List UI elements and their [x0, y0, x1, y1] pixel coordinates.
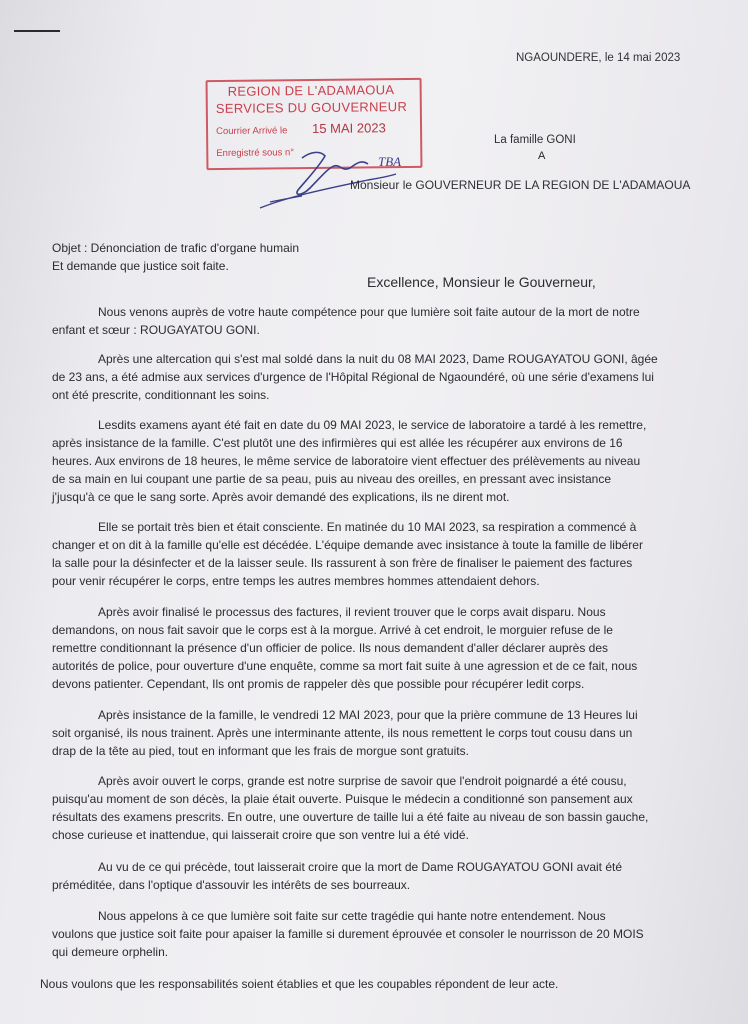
stamp-line-registered: Enregistré sous n° — [216, 147, 295, 160]
text-line: Nous venons auprès de votre haute compétence pour que lumière soit faite autour de la mort de notre — [98, 305, 640, 319]
paragraph-6 — [52, 706, 638, 760]
text-line: puisqu'au moment de son décès, la plaie était ouverte. Puisque le médecin a conditionné son pansement aux — [52, 792, 633, 806]
recipient: Monsieur le GOUVERNEUR DE LA REGION DE L'ADAMAOUA — [350, 178, 691, 192]
text-line: Nous voulons que les responsabilités soient établies et que les coupables répondent de leur acte. — [40, 977, 559, 991]
text-line: la salle pour la désinfecter et de la laisser seule. Ils rassurent à son frère de finaliser le paiement des factures — [52, 556, 633, 570]
text-line: Après avoir ouvert le corps, grande est notre surprise de savoir que l'endroit poignardé a été cousu, — [98, 774, 627, 788]
text-line: soit organisé, ils nous trainent. Après une interminante attente, ils nous remettent le corps tout cousu dans un — [52, 726, 633, 740]
text-line: résultats des examens prescrits. En outre, une ouverture de taille lui a été faite au niveau de son bassin gauche, — [52, 810, 649, 824]
text-line: autorités de police, pour ouverture d'une enquête, comme sa mort fait suite à une agression et de ce fait, nous — [52, 659, 638, 673]
text-line: Après une altercation qui s'est mal soldé dans la nuit du 08 MAI 2023, Dame ROUGAYATOU GONI, âgée — [98, 352, 658, 366]
paragraph-9 — [52, 907, 644, 961]
paragraph-3 — [52, 416, 646, 506]
text-line: de sa main en lui coupant une partie de sa peau, puis au niveau des oreilles, en pressant avec insistance — [52, 472, 612, 486]
salutation: Excellence, Monsieur le Gouverneur, — [367, 274, 596, 290]
sender-to-marker: A — [538, 150, 546, 162]
stamp-handwritten-ref: TBA — [378, 154, 402, 169]
paragraph-5 — [52, 603, 637, 693]
text-line: remettre conditionnant la présence d'un officier de police. Ils nous demandent d'aller déclarer auprès des — [52, 641, 609, 655]
text-line: de 23 ans, a été admise aux services d'urgence de l'Hôpital Régional de Ngaoundéré, où une série d'examens lui — [52, 370, 654, 384]
text-line: préméditée, dans l'optique d'assouvir les intérêts de ses bourreaux. — [52, 878, 411, 892]
text-line: demandons, on nous fait savoir que le corps est à la morgue. Arrivé à cet endroit, le morguier refuse de le — [52, 623, 613, 637]
paragraph-2 — [52, 350, 658, 404]
object-line: Et demande que justice soit faite. — [52, 259, 229, 273]
place-date: NGAOUNDERE, le 14 mai 2023 — [516, 52, 681, 64]
stamp-line-services: SERVICES DU GOUVERNEUR — [215, 99, 408, 117]
paragraph-8 — [52, 858, 622, 894]
text-line: Lesdits examens ayant été fait en date du 09 MAI 2023, le service de laboratoire a tardé à les remettre, — [98, 418, 647, 432]
header-dash — [14, 30, 60, 32]
text-line: Nous appelons à ce que lumière soit faite sur cette tragédie qui hante notre entendement. Nous — [98, 909, 606, 923]
sender: La famille GONI — [494, 134, 576, 146]
text-line: pour venir récupérer le corps, entre temps les autres membres hommes attendaient dehors. — [52, 574, 540, 588]
text-line: changer et on dit à la famille qu'elle est décédée. L'équipe demande avec insistance à toute la famille de libérer — [52, 538, 643, 552]
text-line: j'jusqu'à ce que le sang sorte. Après avoir demandé des explications, ils ne dirent mot. — [52, 490, 510, 504]
paragraph-10 — [40, 975, 558, 993]
stamp-received-date: 15 MAI 2023 — [311, 120, 386, 137]
text-line: qui demeure orphelin. — [52, 945, 169, 959]
paragraph-4 — [52, 518, 643, 590]
stamp-line-arrival: Courrier Arrivé le — [216, 125, 288, 138]
object-line: Objet : Dénonciation de trafic d'organe humain — [52, 241, 300, 255]
paragraph-7 — [52, 772, 648, 844]
text-line: chose curieuse et inattendue, qui laisserait croire que son ventre lui a été vidé. — [52, 828, 469, 842]
stamp-line-region: REGION DE L'ADAMAOUA — [227, 82, 395, 99]
text-line: Après avoir finalisé le processus des factures, il revient trouver que le corps avait disparu. Nous — [98, 605, 606, 619]
text-line: après insistance de la famille. C'est plutôt une des infirmières qui est allée les récupérer aux environs de 16 — [52, 436, 623, 450]
text-line: enfant et sœur : ROUGAYATOU GONI. — [52, 323, 260, 337]
paragraph-1 — [52, 303, 640, 339]
text-line: drap de la tête au pied, tout en informant que les frais de morgue sont gratuits. — [52, 744, 469, 758]
text-line: ont été prescrite, conditionnant les soins. — [52, 388, 270, 402]
text-line: Elle se portait très bien et était consciente. En matinée du 10 MAI 2023, sa respiration a commencé à — [98, 520, 637, 534]
object-block — [52, 239, 299, 275]
text-line: voulons que justice soit faite pour apaiser la famille si durement éprouvée et consoler le nourrisson de 20 MOIS — [52, 927, 644, 941]
text-line: Au vu de ce qui précède, tout laisserait croire que la mort de Dame ROUGAYATOU GONI avait été — [98, 860, 623, 874]
text-line: heures. Aux environs de 18 heures, le même service de laboratoire vient effectuer des prélèvements au niveau — [52, 454, 641, 468]
text-line: devons patienter. Cependant, Ils ont promis de rappeler dès que possible pour récupérer ledit corps. — [52, 677, 585, 691]
text-line: Après insistance de la famille, le vendredi 12 MAI 2023, pour que la prière commune de 13 Heures lui — [98, 708, 638, 722]
